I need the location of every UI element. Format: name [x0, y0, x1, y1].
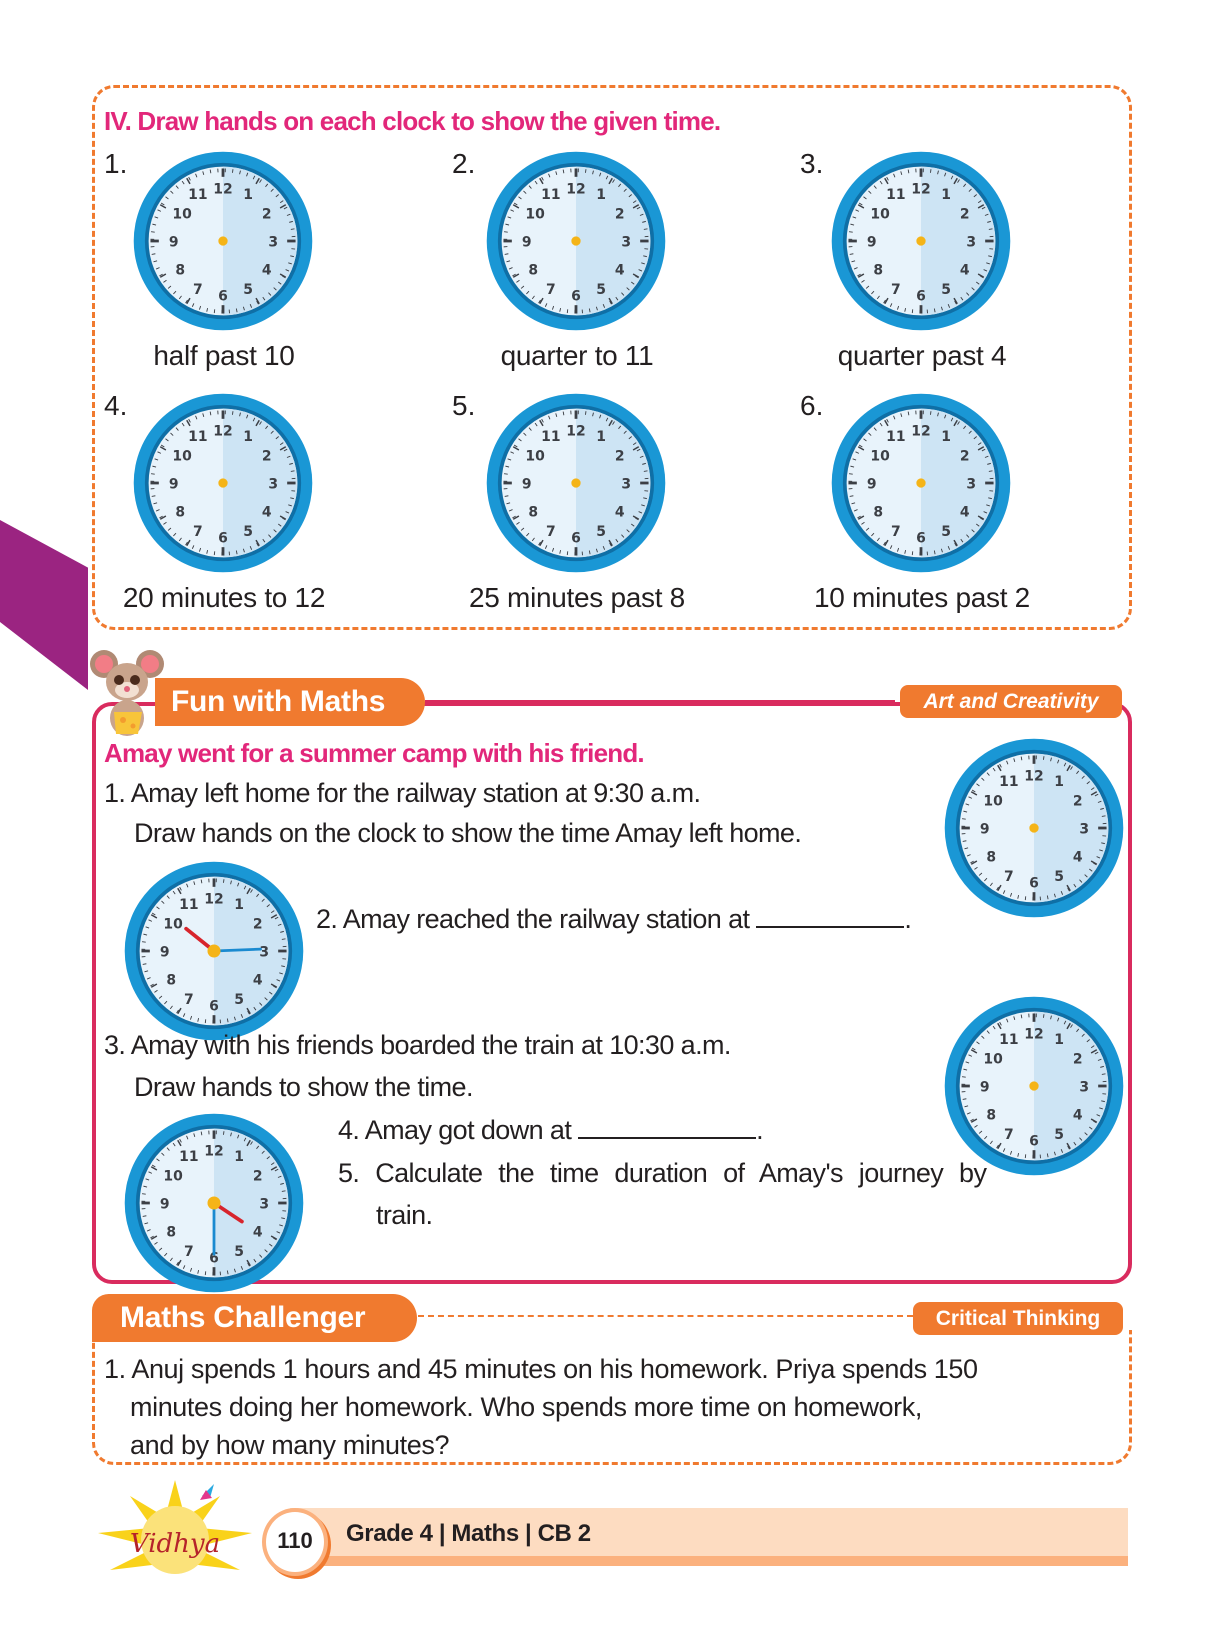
clock-face-3-30 — [121, 1110, 307, 1296]
header-rule — [425, 700, 895, 703]
footer-band-strip — [290, 1556, 1128, 1566]
clock-caption: 25 minutes past 8 — [469, 582, 685, 613]
clock-face-1[interactable] — [130, 148, 316, 334]
clock-face-3[interactable] — [828, 148, 1014, 334]
question-5-line-1: 5. Calculate the time duration of Amay's journey by — [338, 1158, 987, 1188]
clock-face-4[interactable] — [130, 390, 316, 576]
clock-face-draw-9-30[interactable] — [941, 735, 1127, 921]
clock-caption: 20 minutes to 12 — [122, 582, 326, 613]
item-number: 2. — [452, 148, 476, 179]
answer-blank-2[interactable] — [756, 906, 904, 928]
question-3-line-1: 3. Amay with his friends boarded the train at 10:30 a.m. — [104, 1030, 731, 1060]
item-number: 4. — [104, 390, 128, 421]
item-number: 5. — [452, 390, 476, 421]
clock-face-10-15 — [121, 858, 307, 1044]
page-number: 110 — [262, 1508, 328, 1576]
item-number: 6. — [800, 390, 824, 421]
maths-challenger-header: Maths Challenger — [92, 1294, 417, 1342]
art-and-creativity-tag: Art and Creativity — [900, 685, 1122, 718]
vidhya-logo — [90, 1478, 260, 1578]
challenger-question-1: 1. Anuj spends 1 hours and 45 minutes on his homework. Priya spends 150 minutes doing her homework. Who spends more time on homework, and by how many minutes? — [104, 1354, 978, 1460]
answer-blank-4[interactable] — [578, 1117, 756, 1139]
question-4: 4. Amay got down at . — [338, 1115, 764, 1145]
question-1-line-1: 1. Amay left home for the railway station at 9:30 a.m. — [104, 778, 701, 808]
clock-face-2[interactable] — [483, 148, 669, 334]
clock-caption: quarter to 11 — [500, 340, 654, 371]
question-1-line-2: Draw hands on the clock to show the time Amay left home. — [134, 818, 802, 848]
item-number: 3. — [800, 148, 824, 179]
fun-intro-text: Amay went for a summer camp with his friend. — [104, 738, 644, 768]
header-rule — [418, 1315, 913, 1317]
clock-face-6[interactable] — [828, 390, 1014, 576]
question-2: 2. Amay reached the railway station at . — [316, 904, 912, 934]
clock-face-draw-10-30[interactable] — [941, 993, 1127, 1179]
svg-text:Vidhya: Vidhya — [129, 1529, 221, 1559]
item-number: 1. — [104, 148, 128, 179]
critical-thinking-tag: Critical Thinking — [913, 1302, 1123, 1335]
clock-face-5[interactable] — [483, 390, 669, 576]
question-5-line-2: train. — [376, 1200, 433, 1230]
clock-caption: quarter past 4 — [837, 340, 1007, 371]
mouse-mascot-icon — [88, 640, 168, 740]
question-3-line-2: Draw hands to show the time. — [134, 1072, 473, 1102]
clock-caption: half past 10 — [153, 340, 295, 371]
clock-caption: 10 minutes past 2 — [814, 582, 1030, 613]
fun-with-maths-header: Fun with Maths — [155, 678, 425, 726]
section-iv-title: IV. Draw hands on each clock to show the given time. — [104, 106, 721, 136]
footer-title: Grade 4 | Maths | CB 2 — [346, 1520, 591, 1547]
